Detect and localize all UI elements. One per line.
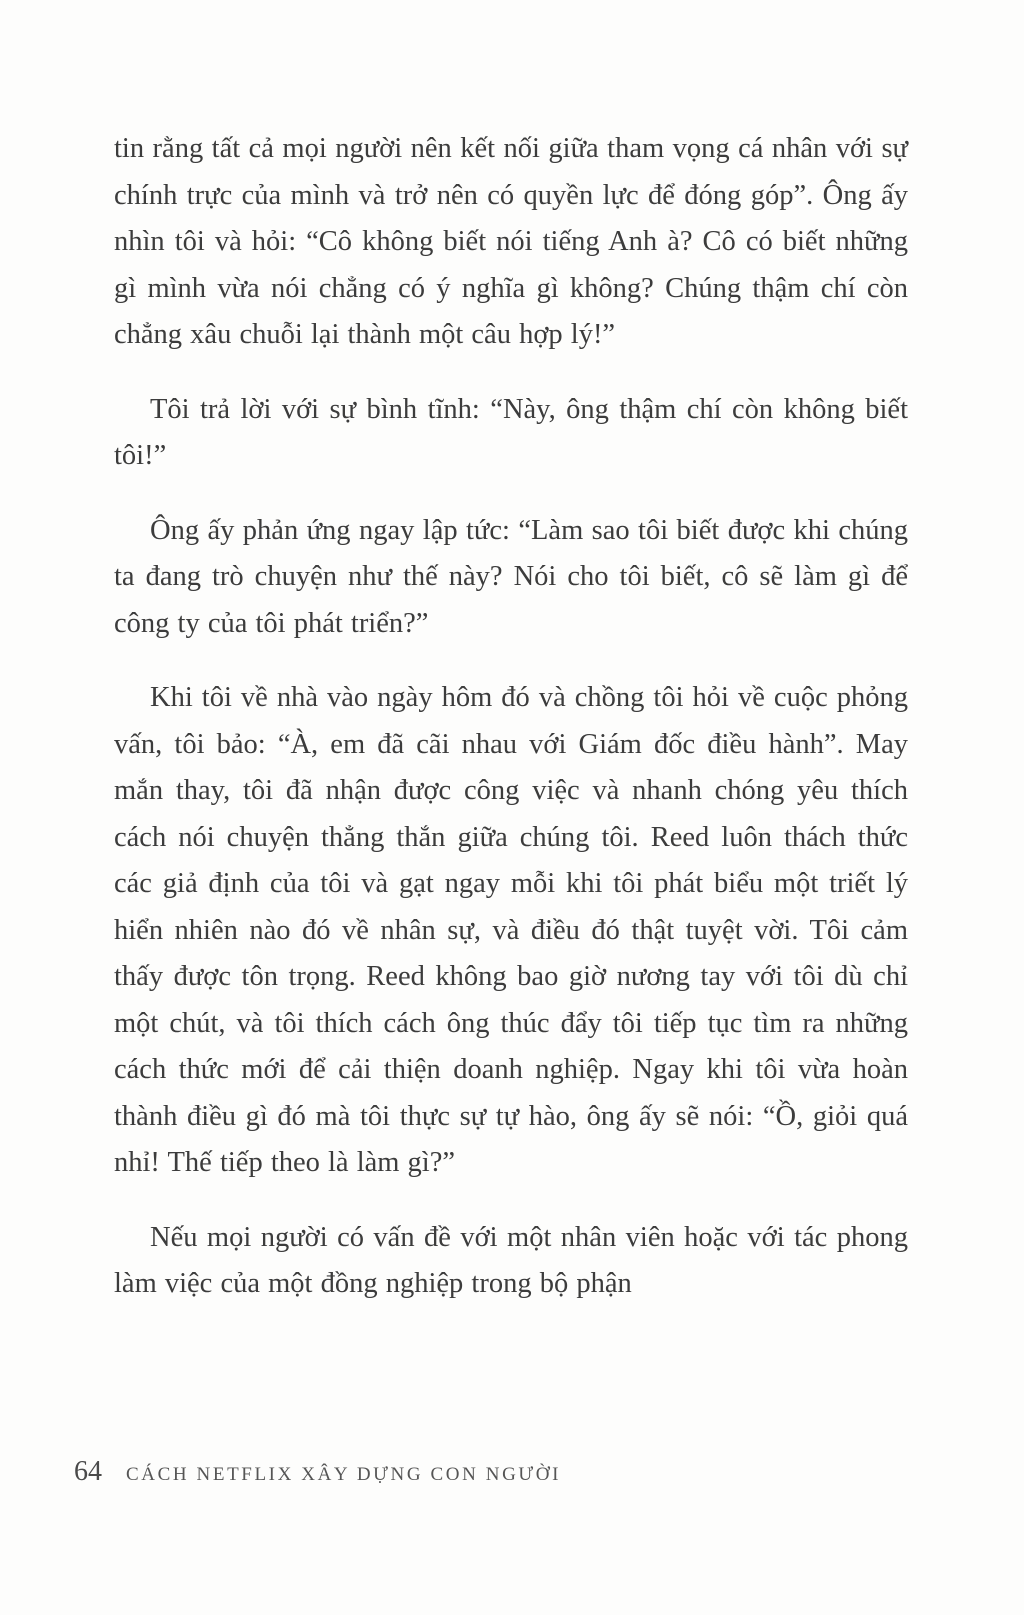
paragraph: Ông ấy phản ứng ngay lập tức: “Làm sao tôi biết được khi chúng ta đang trò chuyện như thế này? Nói cho tôi biết, cô sẽ làm gì để công ty của tôi phát triển?” <box>114 514 908 639</box>
page-footer <box>74 1456 561 1488</box>
running-title: CÁCH NETFLIX XÂY DỰNG CON NGƯỜI <box>126 1464 562 1485</box>
body-text <box>114 126 908 1308</box>
paragraph: tin rằng tất cả mọi người nên kết nối giữa tham vọng cá nhân với sự chính trực của mình và trở nên có quyền lực để đóng góp”. Ông ấy nhìn tôi và hỏi: “Cô không biết nói tiếng Anh à? Cô có biết những gì mình vừa nói chẳng có ý nghĩa gì không? Chúng thậm chí còn chẳng xâu chuỗi lại thành một câu hợp lý!” <box>114 133 908 350</box>
paragraph: Nếu mọi người có vấn đề với một nhân viên hoặc với tác phong làm việc của một đồng nghiệp trong bộ phận <box>114 1221 908 1299</box>
paragraph: Tôi trả lời với sự bình tĩnh: “Này, ông thậm chí còn không biết tôi!” <box>114 393 908 471</box>
page-number: 64 <box>74 1456 102 1487</box>
paragraph: Khi tôi về nhà vào ngày hôm đó và chồng tôi hỏi về cuộc phỏng vấn, tôi bảo: “À, em đã cãi nhau với Giám đốc điều hành”. May mắn thay, tôi đã nhận được công việc và nhanh chóng yêu thích cách nói chuyện thẳng thắn giữa chúng tôi. Reed luôn thách thức các giả định của tôi và gạt ngay mỗi khi tôi phát biểu một triết lý hiển nhiên nào đó về nhân sự, và điều đó thật tuyệt vời. Tôi cảm thấy được tôn trọng. Reed không bao giờ nương tay với tôi dù chỉ một chút, và tôi thích cách ông thúc đẩy tôi tiếp tục tìm ra những cách thức mới để cải thiện doanh nghiệp. Ngay khi tôi vừa hoàn thành điều gì đó mà tôi thực sự tự hào, ông ấy sẽ nói: “Ồ, giỏi quá nhỉ! Thế tiếp theo là làm gì?” <box>114 682 908 1178</box>
